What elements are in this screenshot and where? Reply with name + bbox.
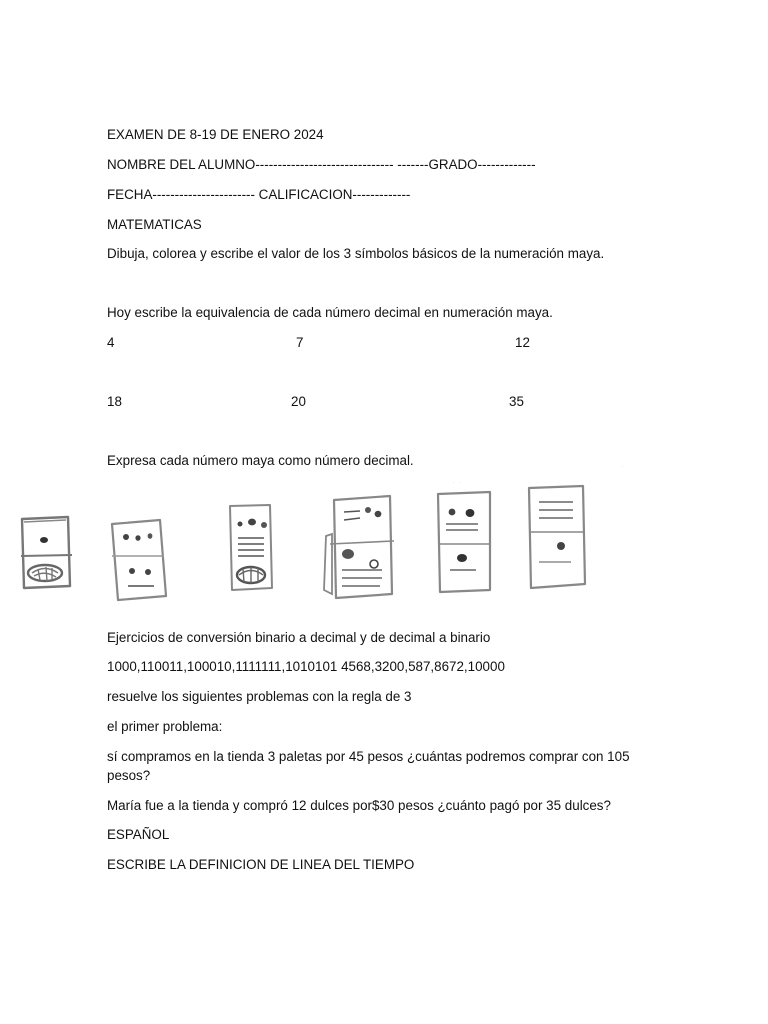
maya-equivalence-instruction: Hoy escribe la equivalencia de cada número decimal en numeración maya. xyxy=(107,305,553,320)
binary-conversion-title: Ejercicios de conversión binario a decimal y de decimal a binario xyxy=(107,630,491,645)
student-name-line: NOMBRE DEL ALUMNO------------------------------- -------GRADO------------- xyxy=(107,157,536,172)
spanish-section-title: ESPAÑOL xyxy=(107,827,170,842)
decimal-number-18: 18 xyxy=(107,394,122,409)
decimal-number-35: 35 xyxy=(509,394,524,409)
pencil-mark: · xyxy=(622,464,624,469)
problem-2: María fue a la tienda y compró 12 dulces por$30 pesos ¿cuánto pagó por 35 dulces? xyxy=(107,798,611,813)
decimal-number-7: 7 xyxy=(296,335,304,350)
rule-of-three-title: resuelve los siguientes problemas con la regla de 3 xyxy=(107,689,412,704)
decimal-number-12: 12 xyxy=(515,335,530,350)
maya-number-drawing-6 xyxy=(525,484,589,590)
maya-drawings-row xyxy=(0,460,768,610)
problem-1: sí compramos en la tienda 3 paletas por 45 pesos ¿cuántas podremos comprar con 105 pesos? xyxy=(107,749,630,783)
decimal-number-4: 4 xyxy=(107,335,115,350)
maya-number-drawing-1 xyxy=(18,514,74,590)
timeline-definition-instruction: ESCRIBE LA DEFINICION DE LINEA DEL TIEMPO xyxy=(107,857,415,872)
decimal-number-20: 20 xyxy=(291,394,306,409)
maya-symbols-instruction: Dibuja, colorea y escribe el valor de los 3 símbolos básicos de la numeración maya. xyxy=(107,246,605,261)
maya-number-drawing-2 xyxy=(108,516,170,602)
maya-number-drawing-5 xyxy=(434,490,494,596)
first-problem-label: el primer problema: xyxy=(107,719,223,734)
date-grade-line: FECHA----------------------- CALIFICACION------------- xyxy=(107,187,411,202)
maya-number-drawing-3 xyxy=(226,502,276,594)
maya-number-drawing-4 xyxy=(320,494,398,600)
maya-to-decimal-instruction: Expresa cada número maya como número decimal. xyxy=(107,453,414,468)
exam-title: EXAMEN DE 8-19 DE ENERO 2024 xyxy=(107,127,324,142)
math-section-title: MATEMATICAS xyxy=(107,217,202,232)
binary-decimal-numbers: 1000,110011,100010,1111111,1010101 4568,3200,587,8672,10000 xyxy=(107,659,505,674)
pencil-mark: · xyxy=(453,480,455,485)
pencil-mark: · xyxy=(460,480,462,485)
